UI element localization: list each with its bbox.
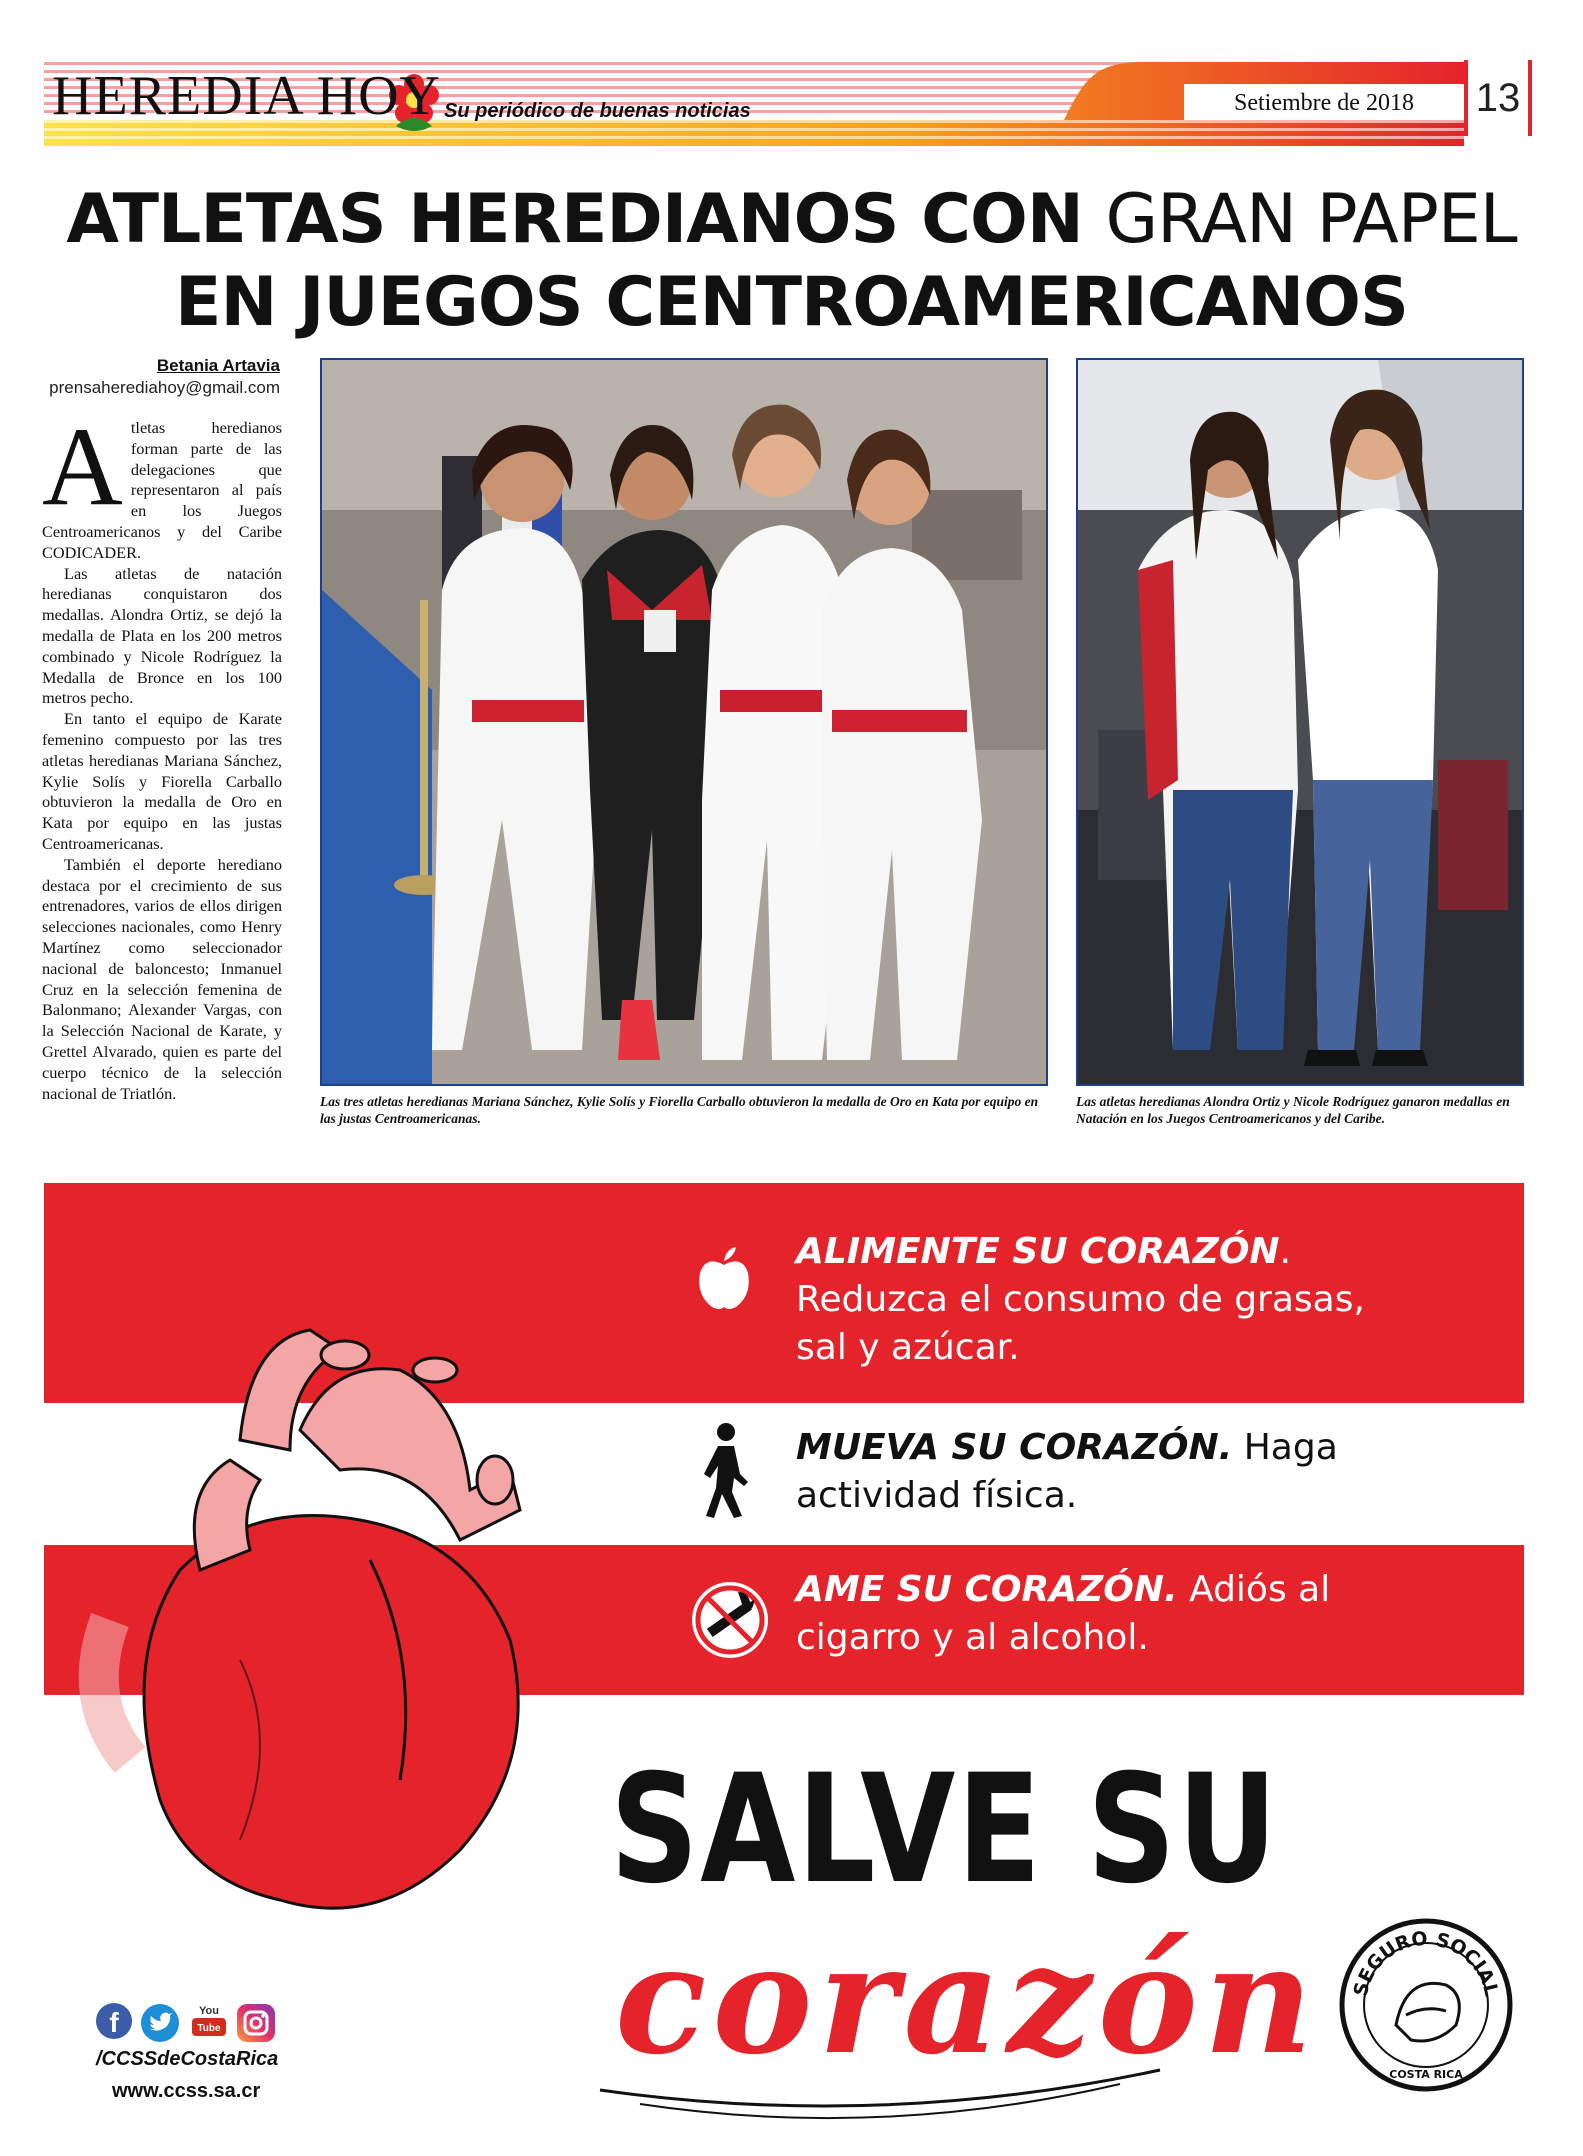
apple-icon [696, 1245, 752, 1311]
karate-photo-illustration [322, 360, 1046, 1084]
ad-item-3-line2: cigarro y al alcohol. [796, 1617, 1149, 1658]
no-smoking-icon [688, 1578, 772, 1662]
seguro-social-logo [1336, 1915, 1516, 2095]
ad-item-1-line1: Reduzca el consumo de grasas, [796, 1279, 1365, 1320]
slogan-swoosh [580, 2060, 1180, 2120]
masthead [44, 60, 1524, 146]
youtube-tube-label: Tube [197, 2023, 221, 2034]
ad-item-1: ALIMENTE SU CORAZÓN. Reduzca el consumo de grasas, sal y azúcar. [796, 1231, 1365, 1368]
youtube-icon[interactable] [190, 2000, 228, 2040]
ad-item-3 [796, 1566, 1516, 1662]
instagram-icon[interactable] [236, 2003, 276, 2043]
karate-team-photo [320, 358, 1048, 1086]
article-body [42, 405, 282, 1104]
ad-slogan-line1: SALVE SU [610, 1743, 1279, 1917]
headline-line-1 [0, 180, 1583, 260]
article-paragraph: Las atletas de natación heredianas conquistaron dos medallas. Alondra Ortiz, se dejó la medalla de Plata en los 200 metros combinado y Nicole Rodríguez la Medalla de Bronce en los 100 metros pecho. [42, 563, 282, 708]
ad-item-3-line1: Adiós al [1189, 1569, 1331, 1610]
article-paragraph: Atletas heredianos forman parte de las delegaciones que representaron al país en los Juegos Centroamericanos y del Caribe CODICADER. [42, 405, 282, 562]
swimmers-photo-illustration [1078, 360, 1522, 1084]
byline-author: Betania Artavia [156, 356, 280, 375]
youtube-you-label: You [199, 2005, 219, 2017]
masthead-slogan: Su periódico de buenas noticias [444, 100, 751, 122]
headline-light-part: GRAN PAPEL [1105, 180, 1517, 259]
masthead-logo: HEREDIA HOY [52, 65, 441, 127]
headline-line-2: EN JUEGOS CENTROAMERICANOS [175, 263, 1408, 342]
ad-item-2-title: MUEVA SU CORAZÓN. [796, 1427, 1233, 1468]
logo-text-top: SEGURO SOCIAL [1349, 1927, 1503, 1999]
heart-illustration [40, 1240, 620, 1960]
ad-slogan-line2: corazón [615, 1912, 1319, 2088]
facebook-icon[interactable]: f [96, 2003, 132, 2039]
ad-item-2-line2: actividad física. [796, 1475, 1078, 1516]
article-paragraph: También el deporte herediano destaca por el crecimiento de sus entrenadores, varios de ellos dirigen selecciones nacionales, como Henry Martínez como seleccionador nacional de baloncesto; Inmanuel Cruz en la selección femenina de Balonmano; Alexander Vargas, con la Selección Nacional de Karate, y Grettel Alvarado, quien es parte del cuerpo técnico de la selección nacional de Triatlón. [42, 854, 282, 1103]
swimmers-photo-caption: Las atletas heredianas Alondra Ortiz y Nicole Rodríguez ganaron medallas en Natación en los Juegos Centroamericanos y del Caribe. [1076, 1094, 1510, 1126]
walking-person-icon [700, 1422, 750, 1518]
ad-item-2-line1: Haga [1243, 1427, 1338, 1468]
ad-item-2 [796, 1424, 1516, 1520]
logo-text-bottom: COSTA RICA [1389, 2068, 1463, 2081]
twitter-icon[interactable] [140, 2003, 180, 2043]
headline-bold-part: ATLETAS HEREDIANOS CON [66, 180, 1083, 259]
drop-cap: A [42, 405, 123, 529]
swimmers-photo [1076, 358, 1524, 1086]
website-url[interactable]: www.ccss.sa.cr [112, 2080, 261, 2102]
byline-email[interactable]: prensaherediahoy@gmail.com [49, 378, 280, 397]
article-paragraph: En tanto el equipo de Karate femenino compuesto por las tres atletas heredianas Mariana Sánchez, Kylie Solís y Fiorella Carballo obtuvieron la medalla de Oro en Kata por equipo en las justas Centroamericanas. [42, 709, 282, 853]
social-handle[interactable]: /CCSSdeCostaRica [96, 2048, 279, 2070]
page-number-box [1464, 60, 1532, 136]
ad-item-3-title: AME SU CORAZÓN. [796, 1569, 1178, 1610]
ad-item-1-title: ALIMENTE SU CORAZÓN [796, 1231, 1280, 1272]
karate-photo-caption: Las tres atletas heredianas Mariana Sánchez, Kylie Solís y Fiorella Carballo obtuvieron la medalla de Oro en Kata por equipo en las justas Centroamericanas. [320, 1094, 1039, 1126]
page-number: 13 [1475, 76, 1521, 120]
issue-date: Setiembre de 2018 [1234, 90, 1414, 116]
ad-item-1-line2: sal y azúcar. [796, 1327, 1020, 1368]
